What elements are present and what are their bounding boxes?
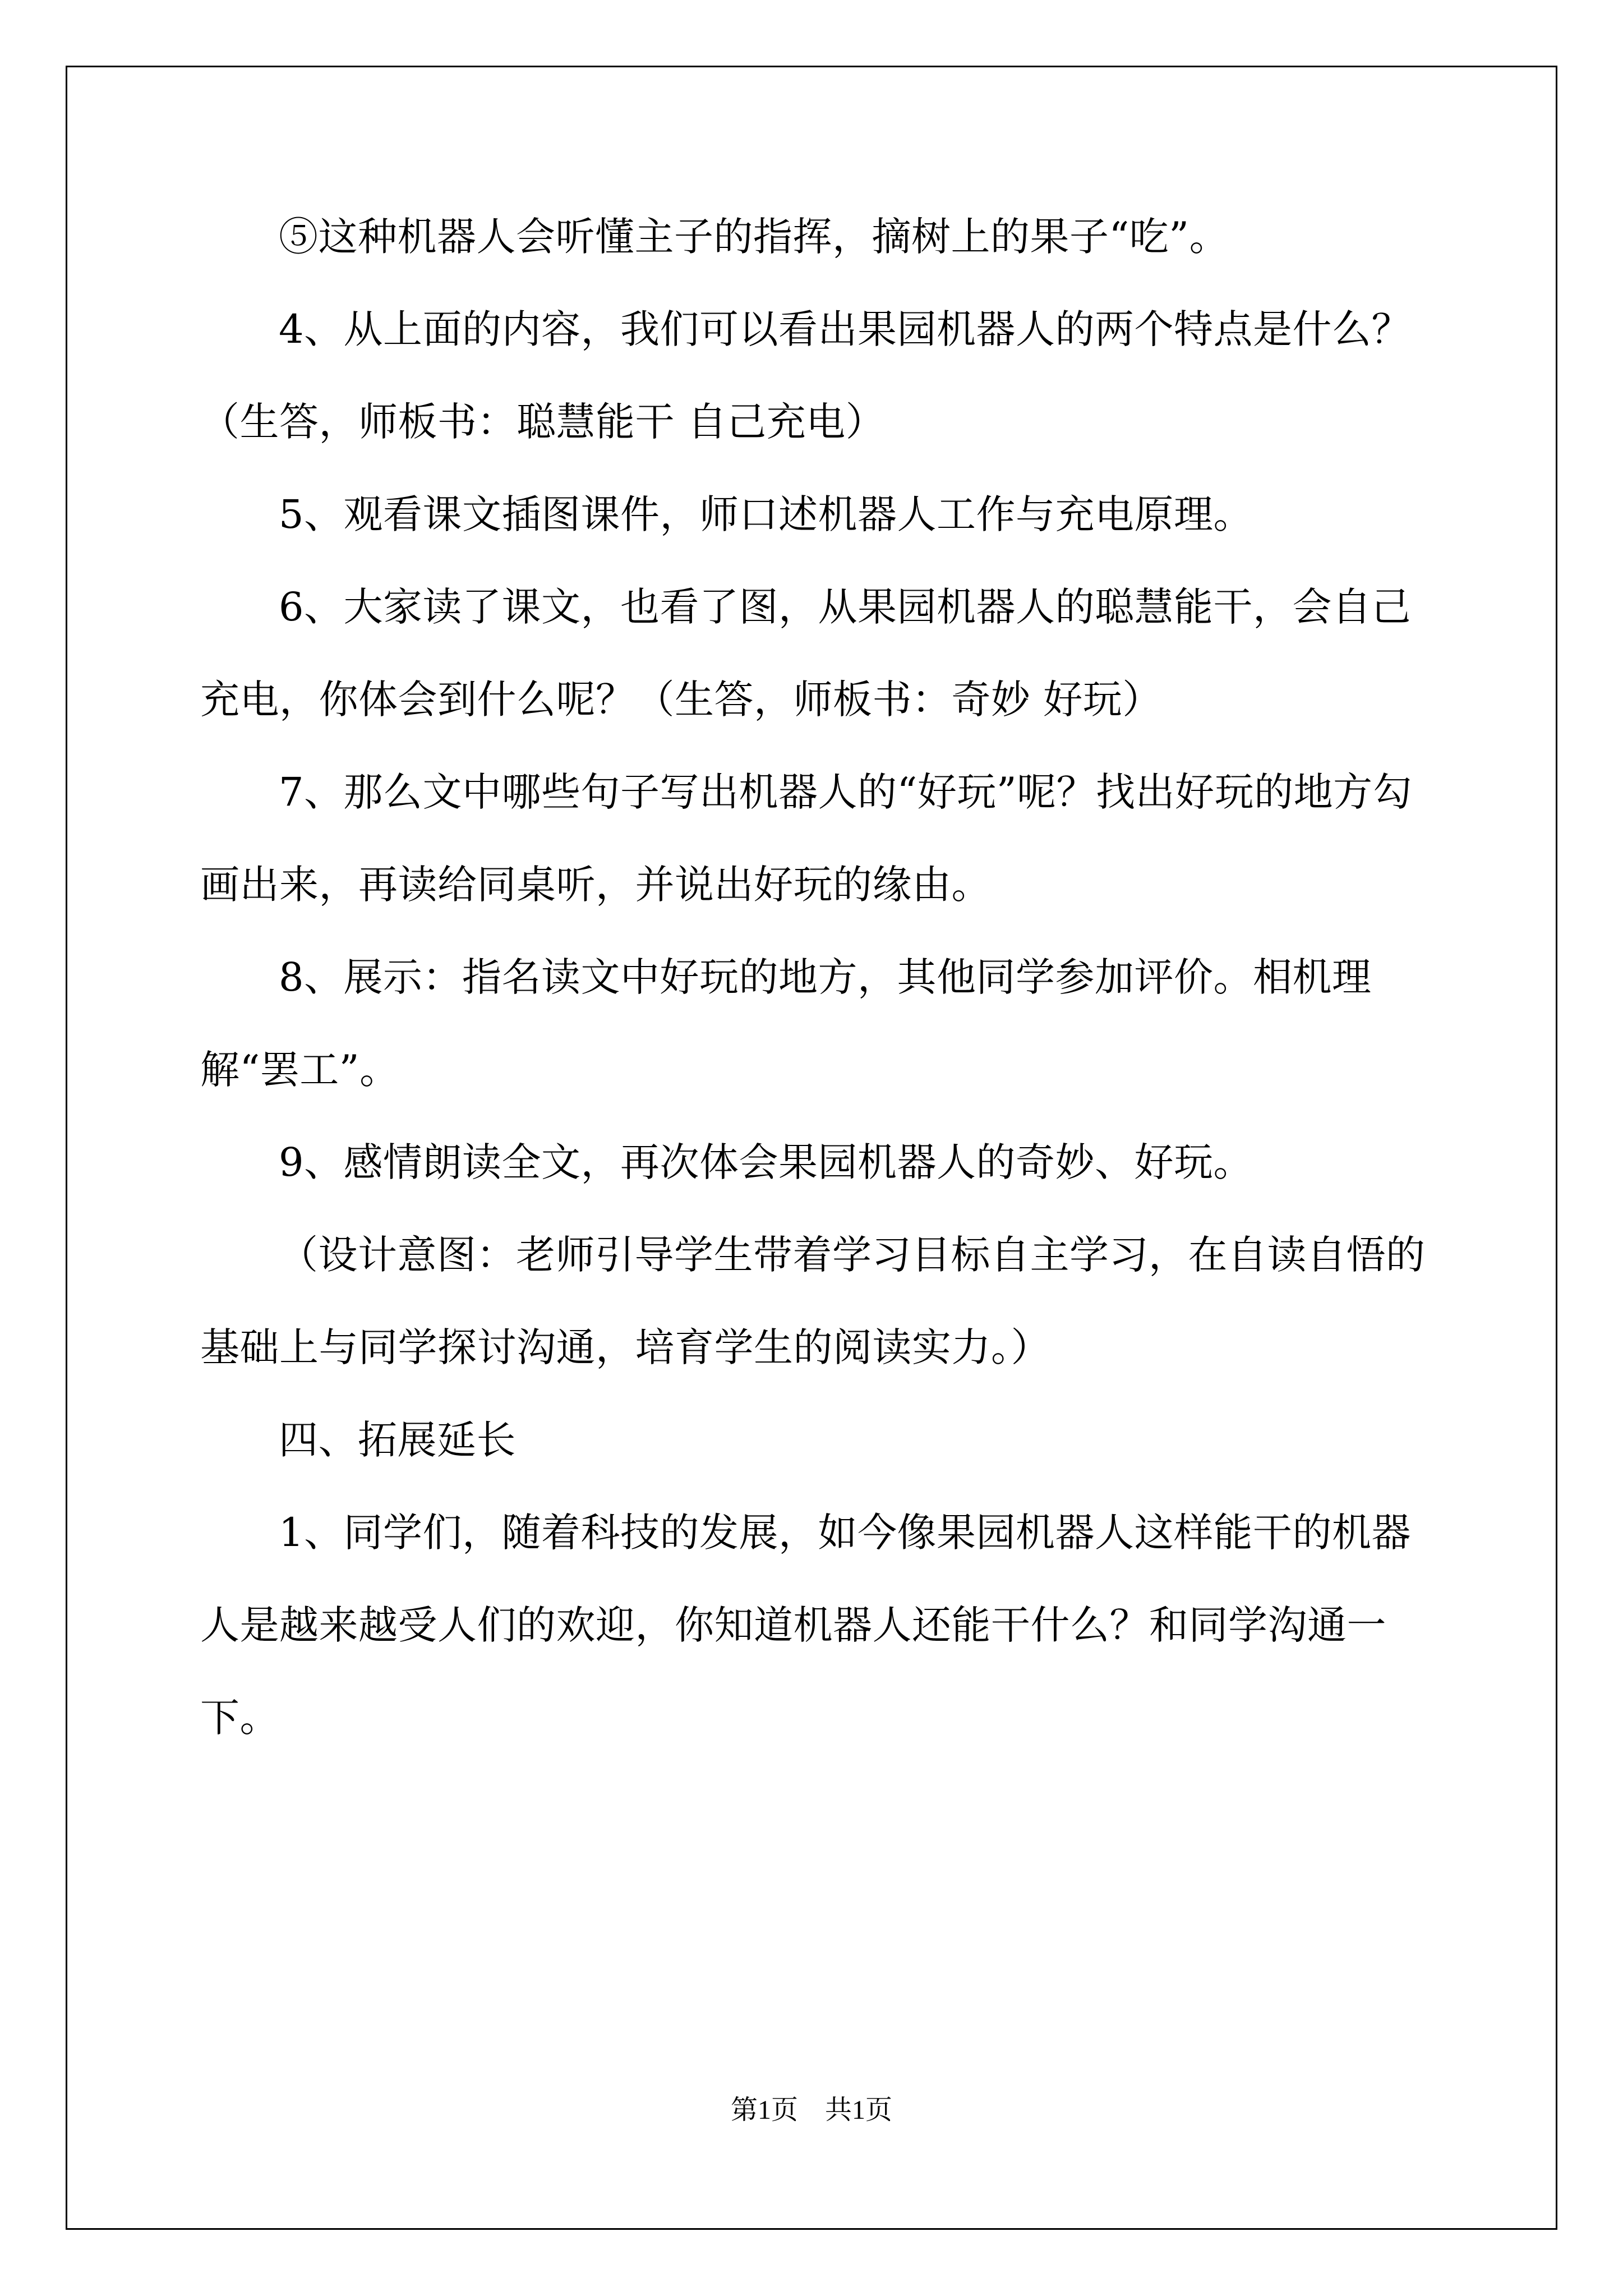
page-footer: 第1页 共1页 — [730, 2095, 892, 2125]
section-heading: 四、拓展延长 — [279, 1417, 516, 1463]
paragraph-3: 5、观看课文插图课件，师口述机器人工作与充电原理。 — [279, 491, 1253, 537]
paragraph-4: 6、大家读了课文，也看了图，从果园机器人的聪慧能干，会自己充电，你体会到什么呢？（生答，师板书：奇妙 好玩） — [200, 584, 1412, 723]
paragraph-2: 4、从上面的内容，我们可以看出果园机器人的两个特点是什么？（生答，师板书：聪慧能干 自己充电） — [200, 306, 1412, 445]
document-body — [200, 191, 1434, 1764]
paragraph-5: 7、那么文中哪些句子写出机器人的“好玩”呢？找出好玩的地方勾画出来，再读给同桌听，并说出好玩的缘由。 — [200, 769, 1413, 908]
paragraph-8: （设计意图：老师引导学生带着学习目标自主学习，在自读自悟的基础上与同学探讨沟通，培育学生的阅读实力。） — [200, 1232, 1426, 1370]
paragraph-6: 8、展示：指名读文中好玩的地方，其他同学参加评价。相机理解“罢工”。 — [200, 954, 1372, 1093]
paragraph-1: ⑤这种机器人会听懂主子的指挥，摘树上的果子“吃”。 — [279, 214, 1229, 260]
paragraph-9: 1、同学们，随着科技的发展，如今像果园机器人这样能干的机器人是越来越受人们的欢迎，你知道机器人还能干什么？和同学沟通一下。 — [200, 1510, 1412, 1741]
paragraph-7: 9、感情朗读全文，再次体会果园机器人的奇妙、好玩。 — [279, 1139, 1253, 1185]
